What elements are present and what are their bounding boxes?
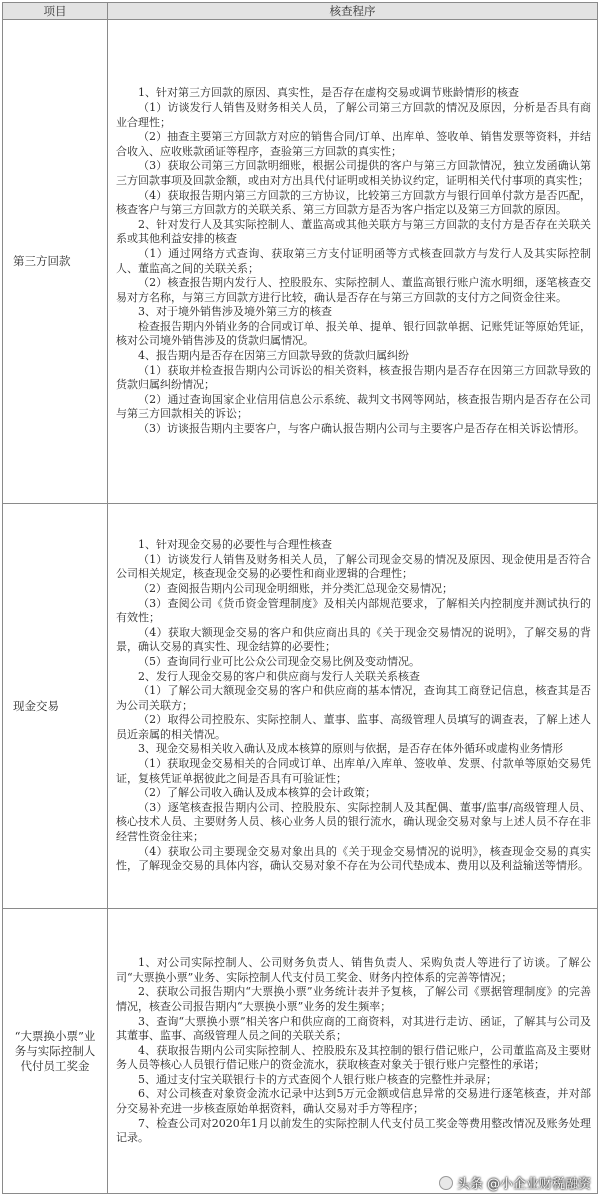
procedure-line: 1、针对现金交易的必要性与合理性核查 [138,538,332,552]
header-item: 项目 [3,3,108,20]
procedure-line: （2）查阅报告期内公司现金明细账，并分类汇总现金交易情况； [138,581,453,595]
procedure-line: 3、查询“大票换小票”相关客户和供应商的工商资料，对其进行走访、函证，了解其与公司及其董事、监事、高级管理人员之间的关联关系； [116,1014,591,1043]
verification-table [2,2,598,1194]
procedure-line: 检查报告期内外销业务的合同或订单、报关单、提单、银行回款单据、记账凭证等原始凭证，核对公司境外销售涉及的货款归属情况。 [116,319,591,348]
table-row-third-party-payment [3,20,598,504]
procedure-line: 6、对公司核查对象资金流水记录中达到5万元金额或信息异常的交易进行逐笔核查，并对部分交易补充进一步核查原始单据资料，确认交易对手方等程序； [116,1087,591,1116]
row-item-label: 现金交易 [3,504,108,909]
procedure-line: （2）核查报告期内发行人、控股股东、实际控制人、董监高银行账户流水明细，逐笔核查交易对方名称，与第三方回款方进行比较，确认是否存在与第三方回款的支付方之间资金往来。 [116,276,591,304]
procedure-line: （1）通过网络方式查询、获取第三方支付证明函等方式核查回款方与发行人及其实际控制人、董监高之间的关联关系； [116,246,591,275]
procedure-line: （1）获取现金交易相关的合同或订单、出库单/入库单、签收单、发票、付款单等原始交易凭证，复核凭证单据彼此之间是否具有可验证性； [116,757,591,785]
procedure-line: （1）了解公司大额现金交易的客户和供应商的基本情况，查询其工商登记信息，核查其是否为公司关联方； [116,684,591,712]
procedure-line: （4）获取大额现金交易的客户和供应商出具的《关于现金交易情况的说明》，了解交易的背景，确认交易的真实性、现金结算的必要性； [116,625,591,654]
row-procedure-cell [108,20,598,504]
watermark-text: 头条 @小企业财税融资 [456,1177,591,1192]
procedure-line: 2、发行人现金交易的客户和供应商与发行人关联关系核查 [138,669,420,683]
procedure-line: （3）访谈报告期内主要客户，与客户确认报告期内公司与主要客户是否存在相关诉讼情形。 [138,422,585,436]
procedure-line: （4）获取报告期内第三方回款的三方协议，比较第三方回款方与银行回单付款方是否匹配，核查客户与第三方回款方的关联关系、第三方回款方是否为客户指定以及第三方回款的原因。 [116,188,591,217]
watermark [439,1173,591,1192]
procedure-line: 1、针对第三方回款的原因、真实性，是否存在虚构交易或调节账龄情形的核查 [138,86,519,100]
toutiao-logo-icon [439,1176,453,1190]
table-row-cash-transactions [3,504,598,909]
procedure-line: （1）访谈发行人销售及财务相关人员，了解公司现金交易的情况及原因、现金使用是否符合公司相关规定，核查现金交易的必要性和商业逻辑的合理性； [116,552,591,581]
procedure-line: （2）了解公司收入确认及成本核算的会计政策； [138,786,376,800]
procedure-line: 1、对公司实际控制人、公司财务负责人、销售负责人、采购负责人等进行了访谈。了解公司“大票换小票”业务、实际控制人代支付员工奖金、财务内控体系的完善等情况； [116,956,591,984]
procedure-line: （3）获取公司第三方回款明细账，根据公司提供的客户与第三方回款情况，独立发函确认第三方回款事项及回款金额，或由对方出具代付证明或相关协议约定，证明相关代付事项的真实性； [116,159,591,187]
row-procedure-cell [108,504,598,909]
procedure-line: （4）获取公司主要现金交易对象出具的《关于现金交易情况的说明》，核查现金交易的真实性，了解现金交易的具体内容，确认交易对象不存在为公司代垫成本、费用以及利益输送等情形。 [116,844,591,873]
header-procedure: 核查程序 [108,3,598,20]
row-item-label: 第三方回款 [3,20,108,504]
procedure-line: （3）查阅公司《货币资金管理制度》及相关内部规范要求，了解相关内控制度并测试执行的有效性； [116,596,591,625]
procedure-line: 4、获取报告期内公司实际控制人、控股股东及其控制的银行借记账户，公司董监高及主要财务人员等核心人员银行借记账户的资金流水，获取核查对象关于银行账户完整性的承诺； [116,1043,591,1072]
procedure-line: 3、现金交易相关收入确认及成本核算的原则与依据，是否存在体外循环或虚构业务情形 [138,742,563,756]
procedure-line: （5）查询同行业可比公众公司现金交易比例及变动情况。 [138,654,420,668]
procedure-line: （3）逐笔核查报告期内公司、控股股东、实际控制人及其配偶、董事/监事/高级管理人员、核心技术人员、主要财务人员、核心业务人员的银行流水，确认现金交易对象与上述人员不存在非经营性资金往来； [116,800,591,844]
procedure-line: （1）获取并检查报告期内公司诉讼的相关资料，核查报告期内是否存在因第三方回款导致的货款归属纠纷情况； [116,363,591,392]
procedure-line: （2）取得公司控股东、实际控制人、董事、监事、高级管理人员填写的调查表，了解上述人员近亲属的相关情况。 [116,713,591,741]
procedure-line: （1）访谈发行人销售及财务相关人员，了解公司第三方回款的情况及原因，分析是否具有商业合理性； [116,100,591,129]
procedure-line: （2）通过查询国家企业信用信息公示系统、裁判文书网等网站，核查报告期内是否存在公司与第三方回款相关的诉讼； [116,392,591,421]
procedure-line: （2）抽查主要第三方回款方对应的销售合同/订单、出库单、签收单、销售发票等资料，并结合收入、应收账款函证等程序，查验第三方回款的真实性； [116,130,591,158]
procedure-line: 3、对于境外销售涉及境外第三方的核查 [138,305,332,319]
procedure-line: 2、针对发行人及其实际控制人、董监高或其他关联方与第三方回款的支付方是否存在关联关系或其他利益安排的核查 [116,217,591,246]
procedure-line: 2、获取公司报告期内“大票换小票”业务统计表并予复核，了解公司《票据管理制度》的完善情况，核查公司报告期内“大票换小票”业务的发生频率； [116,985,591,1013]
table-header-row [3,3,598,20]
procedure-line: 7、检查公司对2020年1月以前发生的实际控制人代支付员工奖金等费用整改情况及账务处理记录。 [116,1116,591,1145]
row-item-label: “大票换小票”业务与实际控制人代付员工奖金 [3,909,108,1194]
row-procedure-cell [108,909,598,1194]
procedure-line: 5、通过支付宝关联银行卡的方式查阅个人银行账户核查的完整性并录屏； [138,1072,497,1086]
procedure-line: 4、报告期内是否存在因第三方回款导致的货款归属纠纷 [138,349,409,363]
table-row-bill-exchange-bonus [3,909,598,1194]
